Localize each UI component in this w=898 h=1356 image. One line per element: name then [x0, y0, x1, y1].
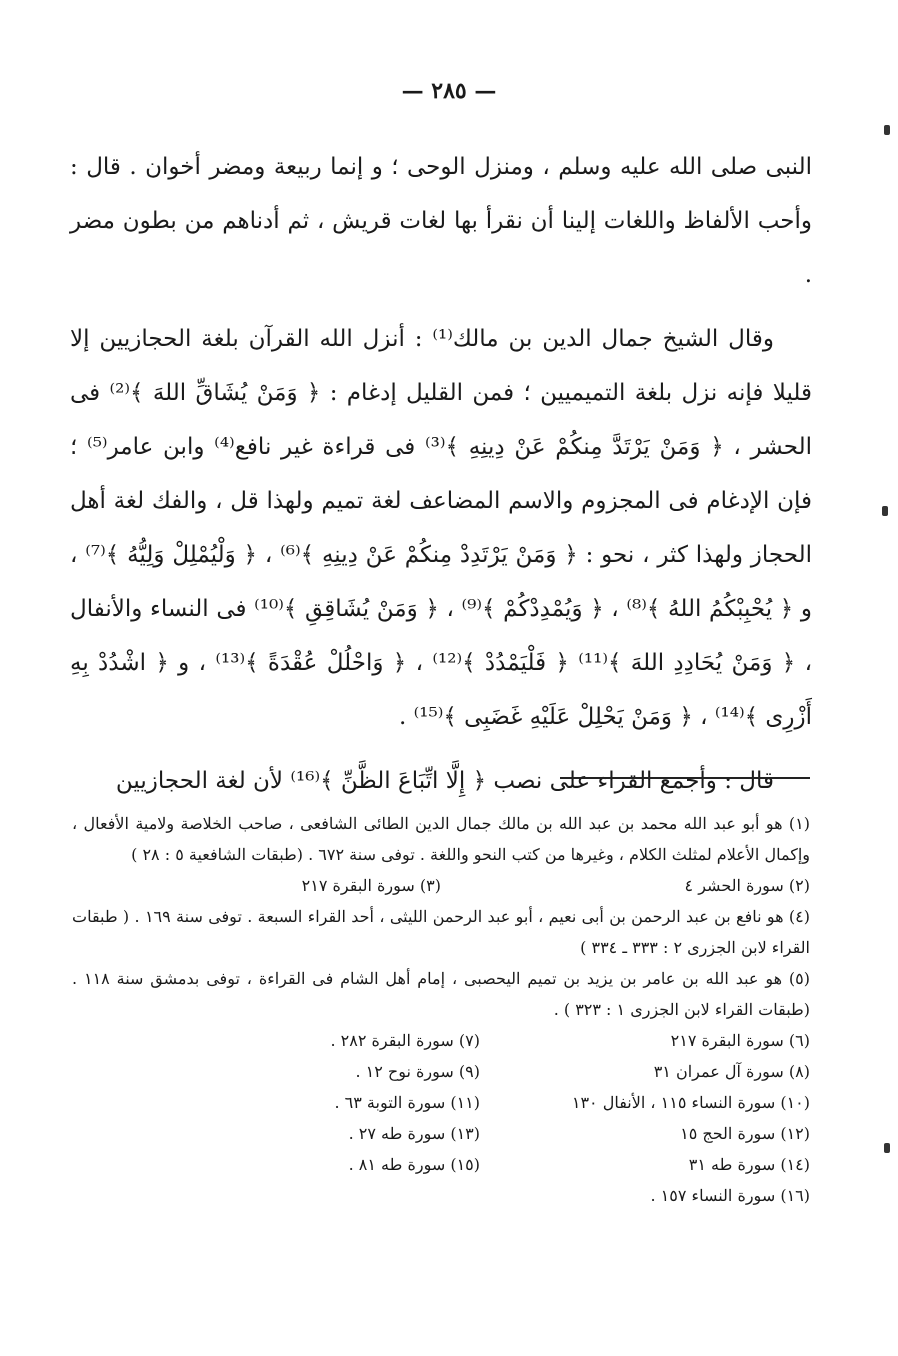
footnote-8: (٨) سورة آل عمران ٣١: [653, 1062, 810, 1081]
footnote-4: (٤) هو نافع بن عبد الرحمن بن أبى نعيم ، أبو عبد الرحمن الليثى ، أحد القراء السبعة . توفى سنة ١٦٩ . ( طبقات القراء لابن الجزرى ٢ : ٣٣٣ ـ ٣٣٤ ): [72, 907, 810, 957]
footnote-15: (١٥) سورة طه ٨١ .: [348, 1155, 480, 1174]
paragraph-3: قال : وأجمع القراء على نصب ﴿ إِلَّا اتِّبَاعَ الظَّنِّ ﴾⁽¹⁶⁾ لأن لغة الحجازيين: [115, 768, 774, 794]
footnote-row: [72, 1025, 810, 1056]
footnote-13: (١٣) سورة طه ٢٧ .: [348, 1124, 480, 1143]
scan-mark: [882, 506, 888, 516]
footnote-7: (٧) سورة البقرة ٢٨٢ .: [330, 1031, 480, 1050]
scan-mark: [884, 1143, 890, 1153]
footnote-5: (٥) هو عبد الله بن عامر بن يزيد بن تميم اليحصبى ، إمام أهل الشام فى القراءة ، توفى بدمشق سنة ١١٨ . (طبقات القراء لابن الجزرى ١ : ٣٢٣ ) .: [72, 969, 811, 1019]
footnote-10: (١٠) سورة النساء ١١٥ ، الأنفال ١٣٠: [571, 1093, 810, 1112]
paragraph-2: وقال الشيخ جمال الدين بن مالك⁽¹⁾ : أنزل الله القرآن بلغة الحجازيين إلا قليلا فإنه نزل بلغة التميميين ؛ فمن القليل إدغام : ﴿ وَمَنْ يُشَاقِّ اللهَ ﴾⁽²⁾ فى الحشر ، ﴿ وَمَنْ يَرْتَدَّ مِنكُمْ عَنْ دِينِهِ ﴾⁽³⁾ فى قراءة غير نافع⁽⁴⁾ وابن عامر⁽⁵⁾ ؛ فإن الإدغام فى المجزوم والاسم المضاعف لغة تميم ولهذا قل ، والفك لغة أهل الحجاز ولهذا كثر ، نحو : ﴿ وَمَنْ يَرْتَدِدْ مِنكُمْ عَنْ دِينِهِ ﴾⁽⁶⁾ ، ﴿ وَلْيُمْلِلْ وَلِيُّهُ ﴾⁽⁷⁾ ، و ﴿ يُحْبِبْكُمُ اللهُ ﴾⁽⁸⁾ ، ﴿ وَيُمْدِدْكُمْ ﴾⁽⁹⁾ ، ﴿ وَمَنْ يُشَاقِقِ ﴾⁽¹⁰⁾ فى النساء والأنفال ، ﴿ وَمَنْ يُحَادِدِ اللهَ ﴾⁽¹¹⁾ ﴿ فَلْيَمْدُدْ ﴾⁽¹²⁾ ، ﴿ وَاحْلُلْ عُقْدَةً ﴾⁽¹³⁾ ، و ﴿ اشْدُدْ بِهِ أَزْرِى ﴾⁽¹⁴⁾ ، ﴿ وَمَنْ يَحْلِلْ عَلَيْهِ غَضَبِى ﴾⁽¹⁵⁾ .: [70, 326, 813, 730]
footnote-9: (٩) سورة نوح ١٢ .: [355, 1062, 480, 1081]
footnote-6: (٦) سورة البقرة ٢١٧: [670, 1031, 810, 1050]
main-text: [70, 140, 812, 818]
footnote-16: (١٦) سورة النساء ١٥٧ .: [650, 1186, 810, 1205]
paragraph-1: النبى صلى الله عليه وسلم ، ومنزل الوحى ؛ و إنما ربيعة ومضر أخوان . قال : وأحب الألفاظ واللغات إلينا أن نقرأ بها لغات قريش ، ثم أدناهم من بطون مضر .: [70, 154, 812, 288]
footnote-row: [72, 1149, 810, 1180]
footnote-2: (٢) سورة الحشر ٤: [684, 876, 810, 895]
footnote-row: [72, 1180, 810, 1211]
footnote-divider: [560, 777, 810, 779]
footnote-3: (٣) سورة البقرة ٢١٧: [301, 876, 441, 895]
footnote-row: [72, 870, 810, 901]
footnote-row: [72, 1056, 810, 1087]
footnotes: [72, 808, 810, 1211]
footnote-row: [72, 1118, 810, 1149]
page-number: — ٢٨٥ —: [401, 78, 497, 104]
footnote-1: (١) هو أبو عبد الله محمد بن عبد الله بن مالك جمال الدين الطائى الشافعى ، صاحب الخلاصة ولامية الأفعال ، وإكمال الأعلام لمثلث الكلام ، وغيرها من كتب النحو واللغة . توفى سنة ٦٧٢ . (طبقات الشافعية ٥ : ٢٨ ): [72, 814, 811, 864]
footnote-row: [72, 1087, 810, 1118]
footnote-11: (١١) سورة التوبة ٦٣ .: [334, 1093, 480, 1112]
footnote-12: (١٢) سورة الحج ١٥: [680, 1124, 810, 1143]
scan-mark: [884, 125, 890, 135]
footnote-14: (١٤) سورة طه ٣١: [688, 1155, 810, 1174]
